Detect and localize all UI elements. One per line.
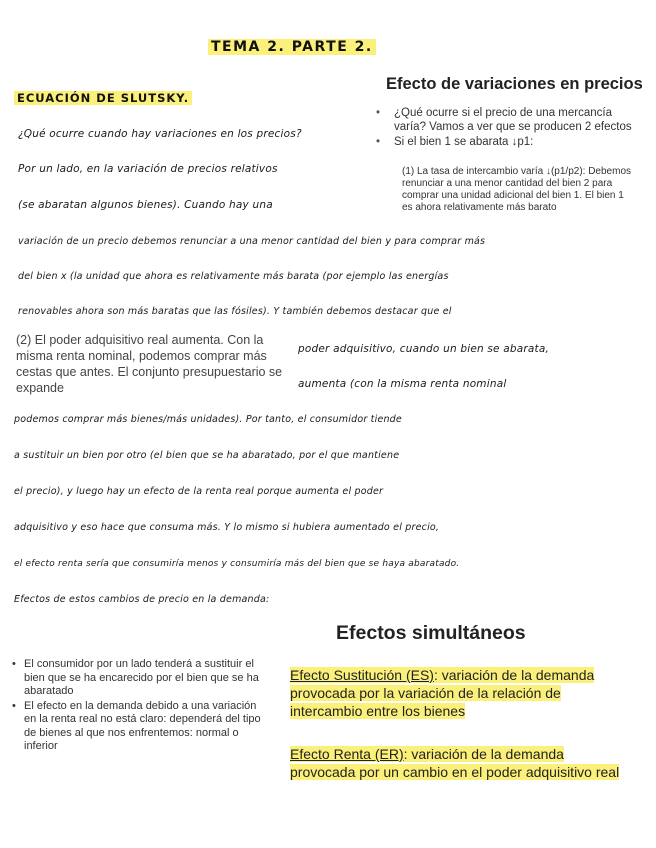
hand-line: renovables ahora son más baratas que las fósiles). Y también debemos destacar que el	[18, 306, 452, 317]
bullet-question: • ¿Qué ocurre si el precio de una mercancía varía? Vamos a ver que se producen 2 efectos	[374, 106, 644, 134]
hand-line: ¿Qué ocurre cuando hay variaciones en los precios?	[18, 128, 302, 140]
hand-line: el efecto renta sería que consumiría menos y consumiría más del bien que se haya abaratado.	[14, 559, 460, 569]
bullet-consumidor: • El consumidor por un lado tenderá a sustituir el bien que se ha encarecido por el bien que se ha abaratado	[12, 658, 270, 699]
hand-line: poder adquisitivo, cuando un bien se abarata,	[298, 343, 550, 355]
term-es: Efecto Sustitución (ES)	[290, 667, 434, 683]
term-er: Efecto Renta (ER)	[290, 746, 404, 762]
slide-title-variaciones: Efecto de variaciones en precios	[386, 75, 643, 93]
sub-paragraph-tasa: (1) La tasa de intercambio varía ↓(p1/p2): Debemos renunciar a una menor cantidad del bien 2 para comprar una unidad adicional del bien 1. El bien 1 es ahora relativamente más barato	[402, 166, 631, 213]
def-efecto-renta	[290, 745, 630, 781]
section-subtitle: ECUACIÓN DE SLUTSKY.	[14, 91, 192, 105]
hand-line: variación de un precio debemos renunciar a una menor cantidad del bien y para comprar más	[18, 236, 486, 247]
def-es-text: : variación de la demanda provocada por la variación de la relación de intercambio entre los bienes	[290, 667, 595, 719]
hand-line: (se abaratan algunos bienes). Cuando hay una	[18, 199, 273, 211]
hand-line: el precio), y luego hay un efecto de la renta real porque aumenta el poder	[14, 486, 384, 497]
page-title: TEMA 2. PARTE 2.	[208, 39, 376, 55]
bullet-efecto-demanda: • El efecto en la demanda debido a una variación en la renta real no está claro: dependerá del tipo de bienes al que nos enfrentemos: normal o inferior	[12, 700, 270, 754]
bullet-abarata: • Si el bien 1 se abarata ↓p1:	[374, 135, 644, 149]
slide-title-simultaneos: Efectos simultáneos	[336, 622, 526, 644]
def-efecto-sustitucion	[290, 666, 630, 720]
hand-line: Efectos de estos cambios de precio en la demanda:	[14, 594, 270, 605]
hand-line: del bien x (la unidad que ahora es relativamente más barata (por ejemplo las energías	[18, 271, 449, 282]
hand-line: adquisitivo y eso hace que consuma más. Y lo mismo si hubiera aumentado el precio,	[14, 522, 440, 533]
simultaneos-bullets	[12, 658, 270, 755]
slide-bullets	[374, 106, 644, 149]
hand-line: a sustituir un bien por otro (el bien que se ha abaratado, por el que mantiene	[14, 450, 400, 461]
def-er-text: : variación de la demanda provocada por un cambio en el poder adquisitivo real	[290, 746, 620, 780]
hand-line: Por un lado, en la variación de precios relativos	[18, 163, 278, 175]
slide-poder-adquisitivo: (2) El poder adquisitivo real aumenta. Con la misma renta nominal, podemos comprar más cestas que antes. El conjunto presupuestario se expande	[16, 333, 283, 395]
hand-line: podemos comprar más bienes/más unidades). Por tanto, el consumidor tiende	[14, 414, 402, 425]
hand-line: aumenta (con la misma renta nominal	[298, 378, 507, 390]
